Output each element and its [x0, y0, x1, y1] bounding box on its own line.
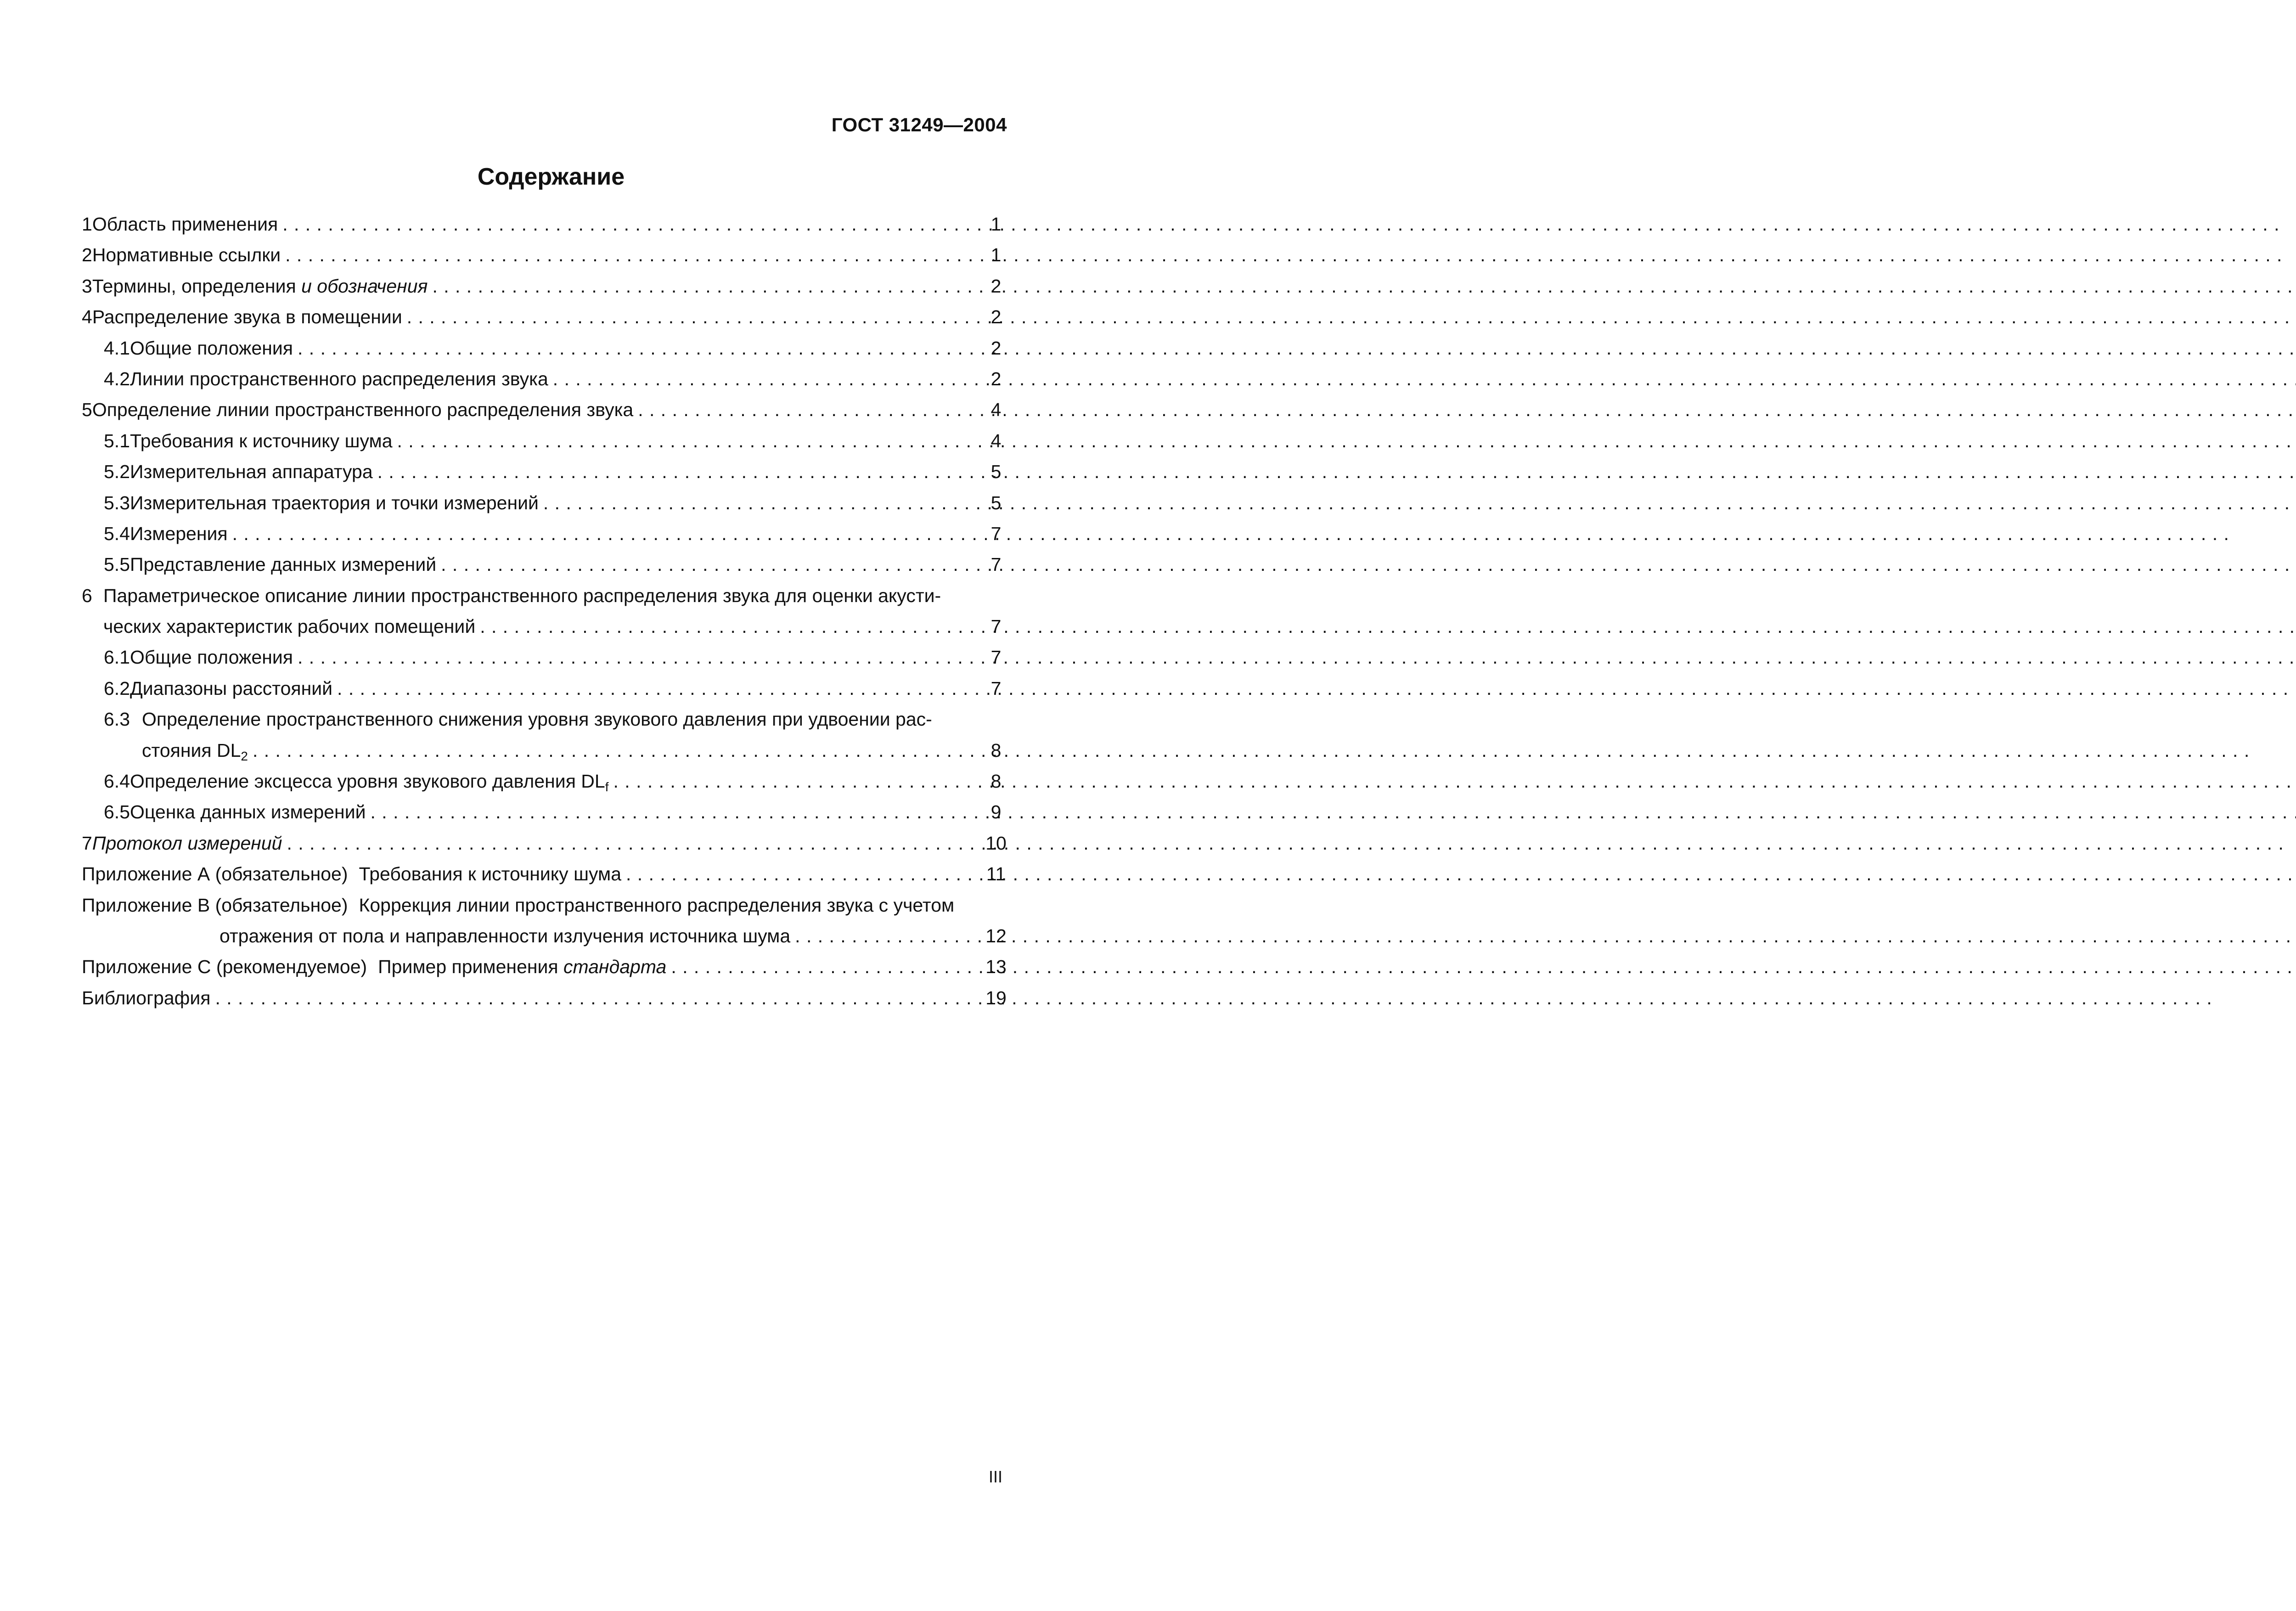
dot-leader [298, 333, 980, 364]
toc-entry-page: 2 [990, 368, 1002, 389]
toc-entry-number: 1 [82, 214, 92, 235]
toc-entry-title: Нормативные ссылки [92, 244, 281, 266]
toc-entry-title-plain: Термины, определения [92, 275, 302, 297]
toc-entry-number: 5.1 [104, 430, 130, 451]
toc-entry-bibliography[interactable] [82, 983, 1007, 1014]
page-number: III [988, 1467, 1002, 1486]
toc-entry-title-italic: и обозначения [301, 275, 428, 297]
toc-entry-title-line2 [142, 735, 248, 766]
toc-entry-page: 13 [985, 956, 1007, 978]
toc-entry-title [130, 766, 609, 797]
toc-entry-number: 4.1 [104, 337, 130, 359]
dot-leader [282, 209, 980, 240]
dot-leader [232, 518, 980, 549]
toc-entry[interactable] [82, 271, 1007, 302]
toc-entry-number: 7 [82, 832, 92, 854]
dot-leader [795, 921, 980, 952]
toc-entry[interactable] [82, 302, 1007, 332]
toc-entry-number: 5.2 [104, 461, 130, 483]
toc-entry-number: 5.3 [104, 492, 130, 513]
toc-entry-number: 5.4 [104, 523, 130, 544]
toc-entry[interactable] [82, 642, 1007, 673]
toc-entry-second-line [82, 735, 1007, 766]
dot-leader [480, 611, 980, 642]
toc-entry-page: 10 [985, 832, 1007, 854]
toc-entry[interactable] [82, 394, 1007, 425]
toc-entry-title-text: стояния DL [142, 739, 241, 761]
toc-entry[interactable] [82, 209, 1007, 240]
toc-entry-title: Библиография [82, 987, 211, 1008]
toc-entry-title-line1: Параметрическое описание линии пространственного распределения звука для оценки акусти- [103, 585, 941, 606]
toc-entry-appendix-c[interactable] [82, 952, 1007, 982]
toc-entry-title: Требования к источнику шума [359, 863, 621, 885]
toc-entry-first-line [82, 580, 1007, 611]
dot-leader [253, 735, 980, 766]
toc-entry-number: 6.5 [104, 801, 130, 823]
toc-entry-title-line2: ческих характеристик рабочих помещений [103, 616, 476, 637]
toc-entry-title-line1: Определение пространственного снижения уровня звукового давления при удвоении рас- [142, 709, 932, 730]
toc-entry-page: 5 [990, 492, 1002, 513]
toc-entry-title: Измерительная траектория и точки измерений [130, 492, 539, 513]
dot-leader [298, 642, 980, 673]
toc-entry-second-line [82, 921, 1007, 952]
dot-leader [543, 488, 980, 518]
toc-entry-page: 7 [990, 677, 1002, 699]
toc-entry-number: 6.4 [104, 771, 130, 792]
toc-entry[interactable] [82, 488, 1007, 518]
toc-entry-title [92, 271, 428, 302]
toc-entry-title: Измерительная аппаратура [130, 461, 373, 483]
toc-entry-page: 4 [990, 399, 1002, 421]
subscript: f [605, 780, 609, 794]
toc-entry-number: 6.1 [104, 647, 130, 668]
dot-leader [377, 456, 980, 487]
toc-entry-page: 8 [990, 739, 1002, 761]
dot-leader [287, 828, 980, 859]
toc-heading: Содержание [477, 163, 625, 190]
toc-entry[interactable] [82, 333, 1007, 364]
toc-entry-page: 8 [990, 771, 1002, 792]
toc-entry-page: 7 [990, 647, 1002, 668]
table-of-contents [82, 209, 1007, 1014]
toc-entry-number: 6 [82, 585, 92, 606]
toc-entry-title-italic: стандарта [563, 956, 667, 978]
toc-entry-page: 7 [990, 523, 1002, 544]
toc-entry-title-text: Определение эксцесса уровня звукового давления DL [130, 771, 605, 792]
dot-leader [671, 952, 980, 982]
toc-entry[interactable] [82, 240, 1007, 270]
toc-entry[interactable] [82, 797, 1007, 828]
toc-entry-page: 1 [990, 244, 1002, 266]
toc-entry-second-line [82, 611, 1007, 642]
toc-entry[interactable] [82, 426, 1007, 456]
toc-entry-title-line1: Коррекция линии пространственного распределения звука с учетом [359, 894, 955, 916]
toc-entry-page: 2 [990, 275, 1002, 297]
toc-entry-page: 2 [990, 337, 1002, 359]
toc-entry-title: Оценка данных измерений [130, 801, 366, 823]
toc-entry-page: 2 [990, 306, 1002, 328]
toc-entry-title: Линии пространственного распределения звука [130, 368, 548, 389]
toc-entry[interactable] [82, 580, 1007, 642]
toc-entry-title: Диапазоны расстояний [130, 677, 333, 699]
document-number: ГОСТ 31249—2004 [831, 114, 1007, 135]
dot-leader [638, 394, 980, 425]
toc-entry-appendix-b[interactable] [82, 890, 1007, 952]
toc-entry-number: 4 [82, 306, 92, 328]
toc-entry[interactable] [82, 766, 1007, 797]
toc-entry[interactable] [82, 456, 1007, 487]
dot-leader [613, 766, 981, 797]
toc-entry-page: 5 [990, 461, 1002, 483]
toc-entry-first-line [82, 704, 1007, 735]
toc-entry-page: 7 [990, 554, 1002, 575]
dot-leader [626, 859, 980, 890]
toc-entry-first-line [82, 890, 1007, 921]
toc-entry-appendix-a[interactable] [82, 859, 1007, 890]
toc-entry-number: 6.3 [104, 709, 130, 730]
toc-entry-number: 4.2 [104, 368, 130, 389]
toc-entry-page: 9 [990, 801, 1002, 823]
dot-leader [553, 364, 980, 394]
toc-entry-title-line2: отражения от пола и направленности излучения источника шума [219, 925, 791, 946]
dot-leader [441, 549, 980, 580]
toc-entry[interactable] [82, 364, 1007, 394]
toc-entry-number: 6.2 [104, 677, 130, 699]
appendix-label: Приложение А (обязательное) [82, 863, 348, 885]
toc-entry-title [378, 952, 666, 982]
dot-leader [285, 240, 980, 270]
toc-entry[interactable] [82, 828, 1007, 859]
toc-entry-title: Представление данных измерений [130, 554, 437, 575]
toc-entry-number: 2 [82, 244, 92, 266]
toc-entry-page: 12 [985, 925, 1007, 946]
dot-leader [337, 673, 980, 704]
toc-entry-page: 19 [985, 987, 1007, 1008]
toc-entry-page: 7 [990, 616, 1002, 637]
toc-entry-page: 4 [990, 430, 1002, 451]
toc-entry-number: 5 [82, 399, 92, 421]
toc-entry-title: Измерения [130, 523, 228, 544]
dot-leader [371, 797, 980, 828]
toc-entry-title: Общие положения [130, 337, 293, 359]
toc-entry-title: Протокол измерений [92, 832, 282, 854]
dot-leader [397, 426, 981, 456]
toc-entry-title: Область применения [92, 214, 278, 235]
subscript: 2 [241, 749, 248, 763]
appendix-label: Приложение С (рекомендуемое) [82, 956, 367, 978]
toc-entry-title-plain: Пример применения [378, 956, 564, 978]
toc-entry[interactable] [82, 704, 1007, 766]
toc-entry[interactable] [82, 518, 1007, 549]
toc-entry-number: 5.5 [104, 554, 130, 575]
toc-entry-page: 11 [986, 863, 1006, 885]
dot-leader [407, 302, 980, 332]
toc-entry[interactable] [82, 549, 1007, 580]
dot-leader [432, 271, 980, 302]
toc-entry[interactable] [82, 673, 1007, 704]
toc-entry-title: Распределение звука в помещении [92, 306, 402, 328]
toc-entry-number: 3 [82, 275, 92, 297]
toc-entry-title: Определение линии пространственного распределения звука [92, 399, 634, 421]
toc-entry-page: 1 [990, 214, 1002, 235]
toc-entry-title: Общие положения [130, 647, 293, 668]
appendix-label: Приложение В (обязательное) [82, 894, 348, 916]
dot-leader [215, 983, 980, 1014]
toc-entry-title: Требования к источнику шума [130, 430, 393, 451]
